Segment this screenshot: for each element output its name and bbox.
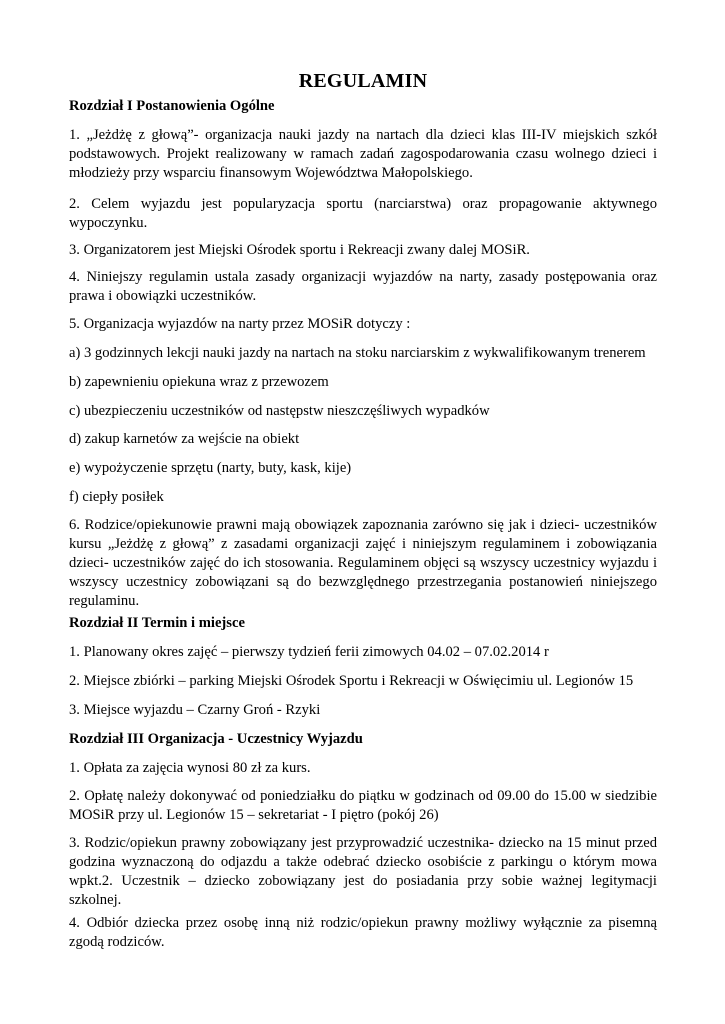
ch1-paragraph-4: 4. Niniejszy regulamin ustala zasady organizacji wyjazdów na narty, zasady postępowania oraz prawa i obowiązki uczestników. bbox=[69, 269, 657, 304]
ch1-paragraph-1: 1. „Jeżdżę z głową”- organizacja nauki jazdy na nartach dla dzieci klas III-IV miejskich szkół podstawowych. Projekt realizowany w ramach zadań zagospodarowania czasu wolnego dzieci i młodzieży przy wsparciu finansowym Województwa Małopolskiego. bbox=[69, 127, 657, 181]
ch2-paragraph-2: 2. Miejsce zbiórki – parking Miejski Ośrodek Sportu i Rekreacji w Oświęcimiu ul. Legionów 15 bbox=[69, 673, 634, 689]
chapter-1-heading: Rozdział I Postanowienia Ogólne bbox=[69, 98, 275, 114]
ch3-paragraph-1: 1. Opłata za zajęcia wynosi 80 zł za kurs. bbox=[69, 760, 311, 776]
ch2-paragraph-3: 3. Miejsce wyjazdu – Czarny Groń - Rzyki bbox=[69, 702, 321, 718]
ch1-list-item-c: c) ubezpieczeniu uczestników od następstw nieszczęśliwych wypadków bbox=[69, 403, 490, 419]
ch1-list-item-b: b) zapewnieniu opiekuna wraz z przewozem bbox=[69, 374, 329, 390]
ch1-paragraph-2: 2. Celem wyjazdu jest popularyzacja sportu (narciarstwa) oraz propagowanie aktywnego wypoczynku. bbox=[69, 196, 657, 231]
ch2-paragraph-1: 1. Planowany okres zajęć – pierwszy tydzień ferii zimowych 04.02 – 07.02.2014 r bbox=[69, 644, 549, 660]
chapter-3-heading: Rozdział III Organizacja - Uczestnicy Wyjazdu bbox=[69, 731, 363, 747]
chapter-2-heading: Rozdział II Termin i miejsce bbox=[69, 615, 245, 631]
ch1-paragraph-3: 3. Organizatorem jest Miejski Ośrodek sportu i Rekreacji zwany dalej MOSiR. bbox=[69, 242, 530, 258]
ch1-list-item-e: e) wypożyczenie sprzętu (narty, buty, kask, kije) bbox=[69, 460, 352, 476]
document-title: REGULAMIN bbox=[298, 70, 428, 92]
ch3-paragraph-3: 3. Rodzic/opiekun prawny zobowiązany jest przyprowadzić uczestnika- dziecko na 15 minut przed godzina wyznaczoną do odjazdu a także odebrać dziecko osobiście z parkingu o którym mowa wpkt.2. Uczestnik – dziecko zobowiązany jest do posiadania przy sobie ważnej legitymacji szkolnej. bbox=[69, 835, 657, 908]
ch1-list-item-d: d) zakup karnetów za wejście na obiekt bbox=[69, 431, 300, 447]
ch3-paragraph-4: 4. Odbiór dziecka przez osobę inną niż rodzic/opiekun prawny możliwy wyłącznie za pisemną zgodą rodziców. bbox=[69, 915, 657, 950]
ch1-list-item-f: f) ciepły posiłek bbox=[69, 489, 164, 505]
ch1-paragraph-5: 5. Organizacja wyjazdów na narty przez MOSiR dotyczy : bbox=[69, 316, 411, 332]
ch1-paragraph-6: 6. Rodzice/opiekunowie prawni mają obowiązek zapoznania zarówno się jak i dzieci- uczestników kursu „Jeżdżę z głową” z zasadami organizacji zajęć i niniejszym regulaminem i zobowiązania dzieci- uczestników zajęć do ich stosowania. Regulaminem objęci są wszyscy uczestnicy wyjazdu i wszyscy uczestnicy zobowiązani są do bezwzględnego przestrzegania postanowień niniejszego regulaminu. bbox=[69, 517, 657, 609]
ch1-list-item-a: a) 3 godzinnych lekcji nauki jazdy na nartach na stoku narciarskim z wykwalifikowanym trenerem bbox=[69, 345, 646, 361]
ch3-paragraph-2: 2. Opłatę należy dokonywać od poniedziałku do piątku w godzinach od 09.00 do 15.00 w siedzibie MOSiR przy ul. Legionów 15 – sekretariat - I piętro (pokój 26) bbox=[69, 788, 657, 823]
